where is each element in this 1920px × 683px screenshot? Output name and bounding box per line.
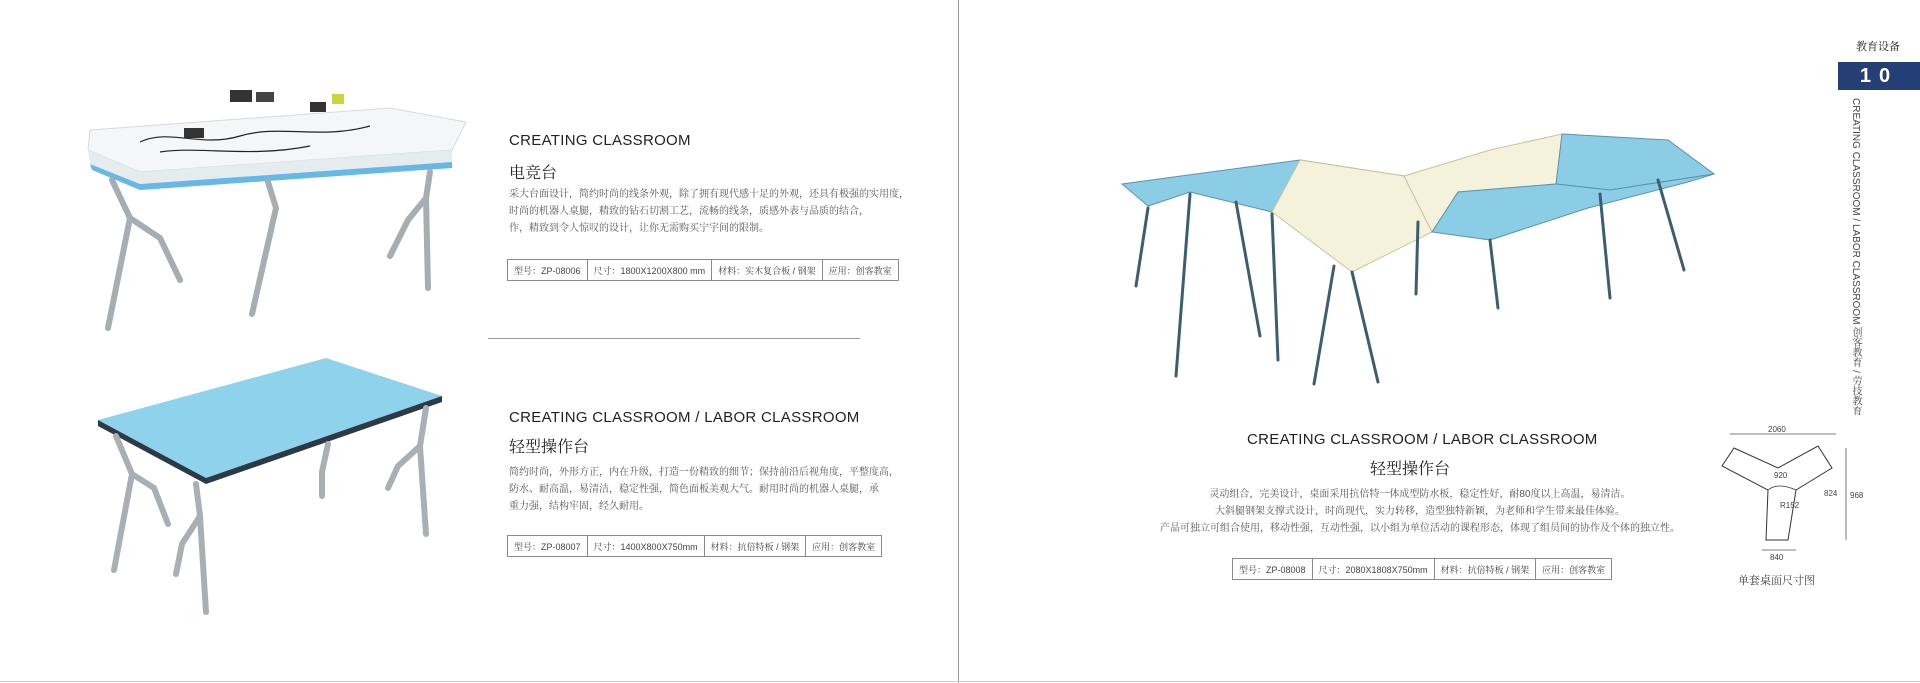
bottom-line (0, 681, 1920, 682)
desc-line: 重力强，结构牢固，经久耐用。 (509, 501, 649, 512)
desc-line: 采大台面设计，简约时尚的线条外观，除了拥有现代感十足的外观，还具有极强的实用度， (509, 189, 909, 200)
dim-radius: R152 (1780, 501, 1800, 510)
category-label: 教育设备 (1856, 41, 1900, 53)
product-3-description (1150, 486, 1690, 537)
product-1-cn-title: 电竞台 (509, 165, 558, 182)
product-3-spec-table (1232, 558, 1612, 580)
desc-line: 简约时尚，外形方正，内在升级，打造一份精致的细节；保持前沿后视角度，平整度高， (509, 467, 899, 478)
product-2-description (509, 464, 899, 515)
spec-application: 应用：创客教室 (1542, 564, 1606, 575)
side-section-label: CREATING CLASSROOM / LABOR CLASSROOM 创客教育 / 劳技教育 (1850, 98, 1861, 416)
desc-line: 产品可独立可组合使用，移动性强，互动性强，以小组为单位活动的课程形态，体现了组员间的协作及个体的独立性。 (1160, 523, 1680, 534)
desc-line: 作，精致到令人惊叹的设计，让你无需购买宁宇间的限制。 (509, 223, 769, 234)
spec-size: 尺寸：2080X1808X750mm (1313, 559, 1435, 579)
product-1-en-title: CREATING CLASSROOM (509, 132, 691, 149)
desc-line: 大斜腿钢架支撑式设计，时尚现代，实力转移，造型独特新颖，为老师和学生带来最佳体验。 (1215, 506, 1625, 517)
dim-base: 840 (1770, 553, 1784, 562)
dim-width: 2060 (1768, 425, 1786, 434)
y-shape-table-image (1118, 112, 1718, 402)
esports-table-image (80, 88, 480, 328)
spec-model: 型号：ZP-08007 (508, 536, 588, 556)
dim-label-2: 920 (1774, 471, 1788, 480)
product-1-description (509, 186, 909, 237)
spec-application: 应用：创客教室 (828, 265, 892, 276)
spec-application: 应用：创客教室 (812, 541, 876, 552)
diagram-caption: 单套桌面尺寸图 (1738, 575, 1815, 587)
product-3-cn-title: 轻型操作台 (1370, 461, 1451, 478)
dimension-diagram (1716, 425, 1866, 568)
desc-line: 防水、耐高温，易清洁，稳定性强，简色面板美观大气。耐用时尚的机器人桌腿，承 (509, 484, 879, 495)
product-2-cn-title: 轻型操作台 (509, 439, 590, 456)
page-number-badge: 10 (1838, 62, 1920, 90)
spread-divider (958, 0, 959, 683)
desc-line: 灵动组合，完美设计，桌面采用抗倍特一体成型防水板，稳定性好，耐80度以上高温，易清洁。 (1209, 489, 1631, 500)
product-2-spec-table (507, 535, 882, 557)
spec-material: 材料：实木复合板 / 钢架 (712, 260, 823, 280)
dim-label-4: 824 (1824, 489, 1838, 498)
desc-line: 时尚的机器人桌腿，精致的钻石切割工艺，流畅的线条，质感外表与品质的结合， (509, 206, 869, 217)
spec-model: 型号：ZP-08006 (508, 260, 588, 280)
product-3-en-title: CREATING CLASSROOM / LABOR CLASSROOM (1247, 431, 1598, 448)
product-2-en-title: CREATING CLASSROOM / LABOR CLASSROOM (509, 409, 860, 426)
dim-height: 968 (1850, 491, 1864, 500)
spec-size: 尺寸：1800X1200X800 mm (588, 260, 713, 280)
light-workbench-image (96, 356, 456, 626)
spec-model: 型号：ZP-08008 (1233, 559, 1313, 579)
section-divider (488, 338, 860, 339)
spec-size: 尺寸：1400X800X750mm (588, 536, 705, 556)
spec-material: 材料：抗倍特板 / 钢架 (705, 536, 807, 556)
spec-material: 材料：抗倍特板 / 钢架 (1435, 559, 1537, 579)
product-1-spec-table (507, 259, 899, 281)
